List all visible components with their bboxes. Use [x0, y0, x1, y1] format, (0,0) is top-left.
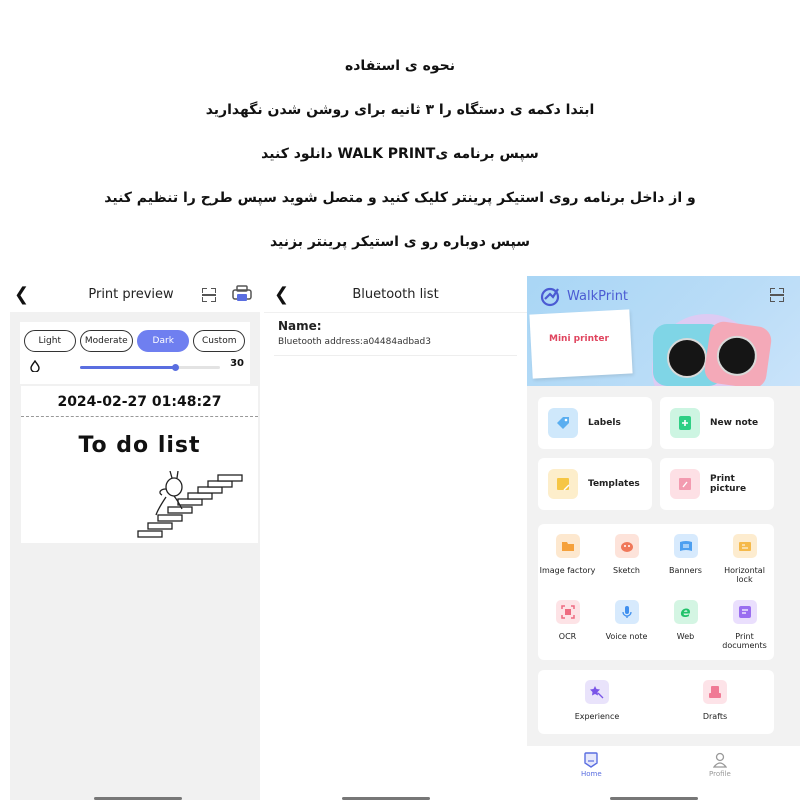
back-icon[interactable]: ❮ [274, 284, 290, 305]
list-divider [274, 355, 517, 356]
dashed-divider [21, 416, 258, 417]
tile-label: Print picture [709, 474, 747, 494]
microphone-icon [615, 600, 639, 624]
back-icon[interactable]: ❮ [14, 284, 30, 305]
density-mode-group [20, 322, 250, 352]
stairs-illustration-icon [136, 471, 258, 539]
tile-print-picture[interactable] [660, 458, 774, 510]
instruction-line-1: ابتدا دکمه ی دستگاه را ۳ ثانیه برای روشن شدن نگهدارید [205, 102, 595, 118]
tile-templates[interactable] [538, 458, 652, 510]
palette-icon [615, 534, 639, 558]
tool-experience[interactable]: Experience [538, 670, 656, 734]
horizontal-lock-icon [733, 534, 757, 558]
tool-ocr[interactable]: OCR [538, 590, 597, 656]
banner-icon [674, 534, 698, 558]
tool-banners[interactable]: Banners [656, 524, 715, 590]
tile-new-note[interactable] [660, 397, 774, 449]
bottom-navigation [527, 746, 800, 800]
web-icon: e [674, 600, 698, 624]
magic-wand-icon [585, 680, 609, 704]
tool-image-factory[interactable]: Image factory [538, 524, 597, 590]
instruction-line-4: سپس دوباره رو ی استیکر پرینتر بزنید [269, 234, 531, 250]
tile-labels[interactable] [538, 397, 652, 449]
tool-horizontal-lock[interactable]: Horizontal lock [715, 524, 774, 590]
home-screen [527, 276, 800, 800]
preview-heading: To do list [78, 433, 201, 458]
note-paper-illustration [529, 309, 632, 378]
page-title: Bluetooth list [352, 286, 439, 302]
tool-sketch[interactable]: Sketch [597, 524, 656, 590]
brand-logo [539, 285, 628, 307]
bluetooth-device-item[interactable] [264, 313, 527, 347]
instruction-line-3: و از داخل برنامه روی استیکر پرینتر کلیک کنید و متصل شوید سپس طرح را تنظیم کنید [104, 190, 696, 206]
density-slider-row [20, 356, 250, 378]
home-icon [584, 752, 598, 768]
printer-icon[interactable] [232, 285, 252, 303]
ink-drop-icon [30, 360, 40, 372]
density-settings [20, 322, 250, 384]
drafts-icon [703, 680, 727, 704]
pink-printer-illustration [703, 320, 773, 386]
bluetooth-list-screen [264, 276, 527, 800]
picture-icon [670, 469, 700, 499]
tool-print-documents[interactable]: Print documents [715, 590, 774, 656]
template-icon [548, 469, 578, 499]
label-preview [21, 386, 258, 543]
tool-voice-note[interactable]: Voice note [597, 590, 656, 656]
nav-profile[interactable]: Profile [709, 752, 731, 778]
tool-web[interactable]: e Web [656, 590, 715, 656]
document-icon [733, 600, 757, 624]
print-preview-body [10, 312, 260, 800]
brand-name: WalkPrint [567, 288, 629, 304]
profile-icon [713, 752, 727, 768]
nav-home[interactable]: Home [581, 752, 602, 778]
instructions-block [0, 52, 800, 272]
mode-moderate-button[interactable]: Moderate [80, 330, 133, 352]
tile-label: New note [710, 418, 759, 428]
tag-icon [548, 408, 578, 438]
instructions-title: نحوه ی استفاده [344, 58, 456, 74]
device-address: Bluetooth address:a04484adbad3 [278, 337, 431, 347]
instruction-line-2: سپس برنامه یWALK PRINT دانلود کنید [261, 146, 539, 162]
mode-dark-button[interactable]: Dark [137, 330, 190, 352]
tile-label: Labels [588, 418, 621, 428]
mode-custom-button[interactable]: Custom [193, 330, 245, 352]
density-slider[interactable] [80, 366, 220, 369]
ocr-icon [556, 600, 580, 624]
tool-drafts[interactable]: Drafts [656, 670, 774, 734]
folder-icon [556, 534, 580, 558]
print-preview-screen [0, 276, 262, 800]
preview-datetime: 2024-02-27 01:48:27 [57, 394, 222, 410]
mode-light-button[interactable]: Light [24, 330, 76, 352]
banner-text: Mini printer [549, 334, 609, 344]
device-name: Name: [278, 319, 322, 333]
scan-icon[interactable] [770, 288, 784, 302]
walkprint-logo-icon [539, 285, 561, 307]
scan-icon[interactable] [202, 288, 216, 302]
note-add-icon [670, 408, 700, 438]
tile-label: Templates [588, 479, 640, 489]
slider-handle[interactable] [172, 364, 179, 371]
bluetooth-topbar [264, 276, 527, 312]
page-title: Print preview [88, 286, 174, 302]
tools-grid [538, 524, 774, 660]
extras-card [538, 670, 774, 734]
promo-banner[interactable] [527, 276, 800, 386]
density-value: 30 [230, 358, 244, 369]
print-preview-topbar [0, 276, 262, 312]
